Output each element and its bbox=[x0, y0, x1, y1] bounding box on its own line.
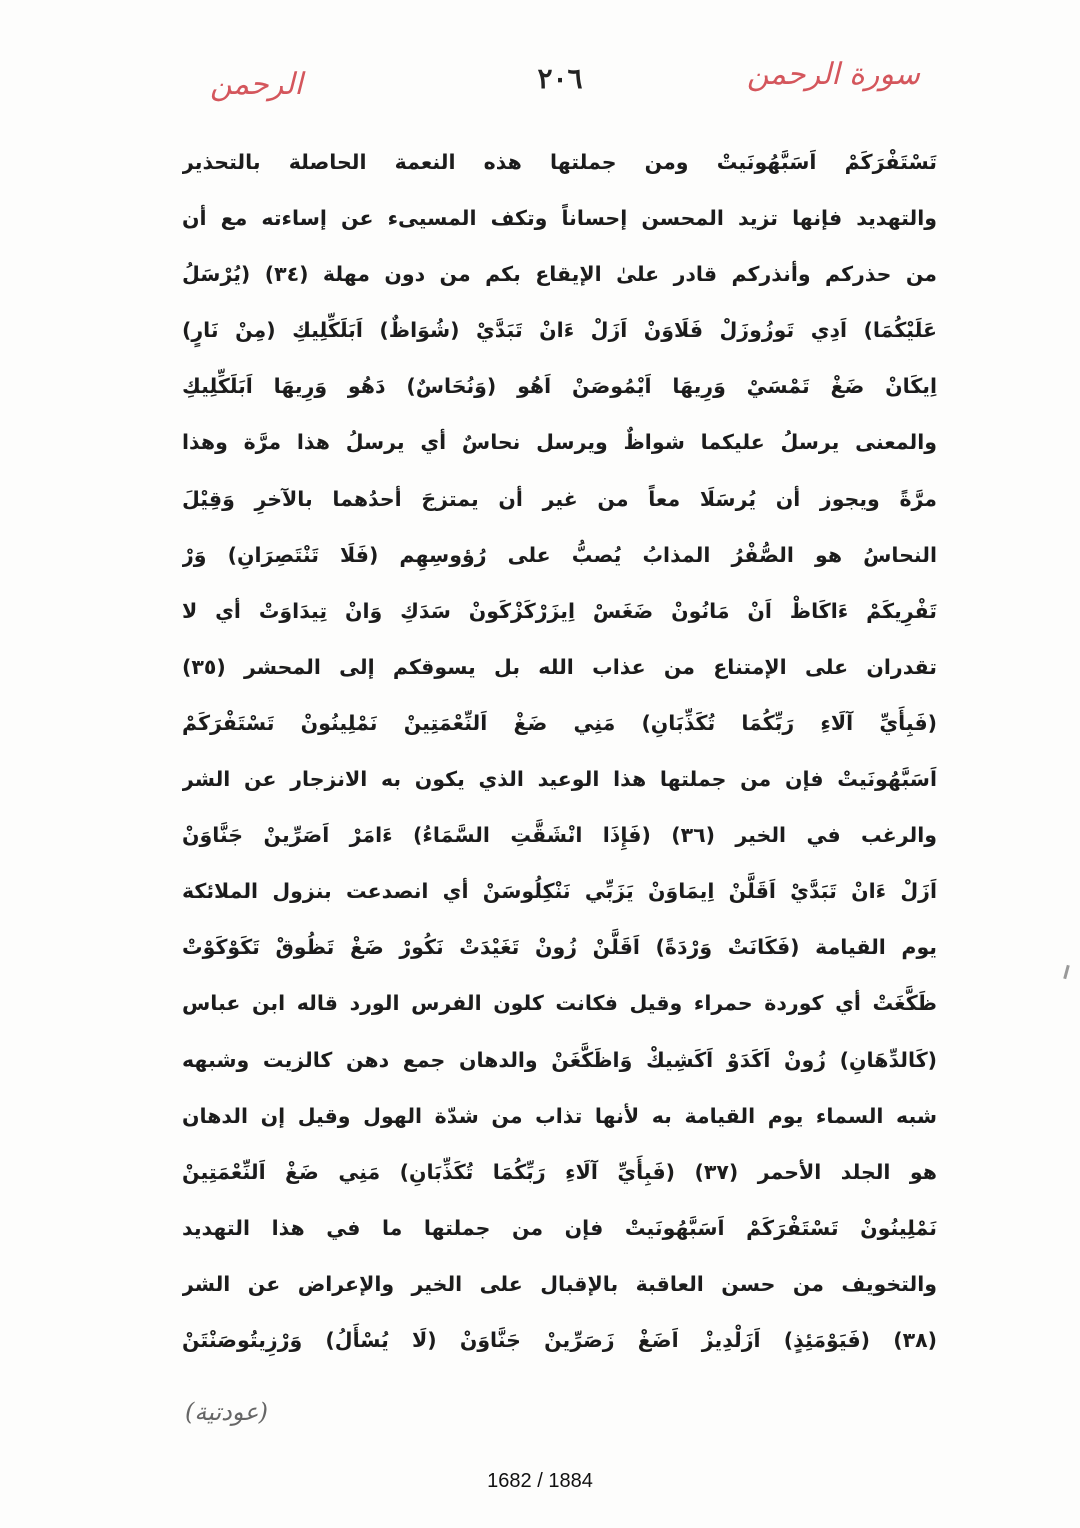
text-line: (فَبِأَيِّ آلَاءِ رَبِّكُمَا تُكَذِّبَانِ) مَنِي ضَغْ اَلنِّعْمَتِينْ نَمْلِينُونْ تَسْتَفْرَكَمْ bbox=[182, 710, 937, 735]
text-line: نَمْلِينُونْ تَسْتَفْرَكَمْ اَسَبَّهُونَيتْ فإن من جملتها ما في هذا التهديد bbox=[182, 1215, 937, 1240]
surah-title-handwritten: سورة الرحمن bbox=[746, 57, 920, 92]
text-line: اِيكَانْ ضَغْ تَمْسَيْ وَرِيهَا اَيْمُوصَنْ اَهُو (وَنُحَاسٌ) دَهُو وَرِيهَا اَبَلَكِّلِيكِ bbox=[182, 374, 937, 399]
text-line: والتهديد فإنها تزيد المحسن إحساناً وتكف المسيىء عن إساءته مع أن bbox=[182, 206, 937, 231]
text-line: من حذركم وأنذركم قادر علىٰ الإيقاع بكم من دون مهلة (٣٤) (يُرْسَلُ bbox=[182, 262, 937, 287]
text-line: تقدران على الإمتناع من عذاب الله بل يسوقكم إلى المحشر (٣٥) bbox=[182, 654, 937, 679]
text-line: عَلَيْكُمَا) اَدِي تَوزُوزَلْ فَلَاوَنْ اَزَلْ ءَانْ تَبَدَّيْ (شُوَاظٌ) اَبَلَكِّلِيكِ (مِنْ نَارٍ) bbox=[182, 318, 937, 343]
body-text bbox=[182, 134, 937, 1368]
text-line: ظَكَّغَتْ أي كوردة حمراء وقيل فكانت كلون الفرس الورد قاله ابن عباس bbox=[182, 991, 937, 1016]
text-line: شبه السماء يوم القيامة به لأنها تذاب من شدّة الهول وقيل إن الدهان bbox=[182, 1103, 937, 1128]
page-number: ٢٠٦ bbox=[537, 62, 583, 95]
text-line: والرغب في الخير (٣٦) (فَإِذَا انْشَقَّتِ السَّمَاءُ) ءَامَرْ اَصَرِّينْ جَنَّاوَنْ bbox=[182, 823, 937, 848]
text-line: النحاسُ هو الصُّفْرُ المذابُ يُصبُّ على رُؤوسِهِم (فَلَا تَنْتَصِرَانِ) وَرْ bbox=[182, 542, 937, 567]
page-header bbox=[180, 52, 940, 112]
text-line: والتخويف من حسن العاقبة بالإقبال على الخير والإعراض عن الشر bbox=[182, 1271, 937, 1296]
text-line: يوم القيامة (فَكَانَتْ وَرْدَةً) اَقَلَّنْ زُونْ تَغَيْدَتْ نَكُورْ ضَغْ تَظُوقْ تَكَوْكَوْتْ bbox=[182, 935, 937, 960]
text-line: اَزَلْ ءَانْ تَبَدَّيْ اَقَلَّنْ اِيمَاوَنْ يَزَبِّي نَنْكِلُوسَنْ أي انصدعت بنزول الملائكة bbox=[182, 879, 937, 904]
text-line: (كَالدِّهَانِ) زُونْ اَكَدَوْ اَكَشِيكْ وَاظَكَّغَنْ والدهان جمع دهن كالزيت وشبهه bbox=[182, 1047, 937, 1072]
text-line: هو الجلد الأحمر (٣٧) (فَبِأَيِّ آلَاءِ رَبِّكُمَا تُكَذِّبَانِ) مَنِي ضَغْ اَلنِّعْمَتِينْ bbox=[182, 1159, 937, 1184]
handwritten-signature: (عودتية) bbox=[185, 1398, 268, 1426]
text-line: تَفْرِيكَمْ ءَاكَاظْ اَنْ مَانُونْ ضَغَسْ اِيزَرْكَزْكَونْ سَدَكِ وَانْ تِيدَاوَتْ أي لا bbox=[182, 598, 937, 623]
page-indicator: 1682 / 1884 bbox=[487, 1470, 593, 1492]
text-line: والمعنى يرسلُ عليكما شواظٌ ويرسل نحاسٌ أي يرسلُ هذا مرَّة وهذا bbox=[182, 430, 937, 455]
margin-note-handwritten: الرحمن bbox=[210, 67, 303, 102]
text-line: (٣٨) (فَيَوْمَئِذٍ) اَزَلْدِيزْ اَضَغْ زَصَرِّينْ جَنَّاوَنْ (لَا يُسْأَلُ) وَرْزِيتُوصَنْتَنْ bbox=[182, 1327, 937, 1352]
scan-speck bbox=[1063, 965, 1070, 979]
text-line: تَسْتَفْرَكَمْ اَسَبَّهُونَيتْ ومن جملتها هذه النعمة الحاصلة بالتحذير bbox=[182, 150, 937, 174]
text-line: اَسَبَّهُونَيتْ فإن من جملتها هذا الوعيد الذي يكون به الانزجار عن الشر bbox=[182, 767, 937, 792]
text-line: مرَّةً ويجوز أن يُرسَلَا معاً من غير أن يمتزجَ أحدُهما بالآخرِ وَقِيْلَ bbox=[182, 486, 937, 511]
